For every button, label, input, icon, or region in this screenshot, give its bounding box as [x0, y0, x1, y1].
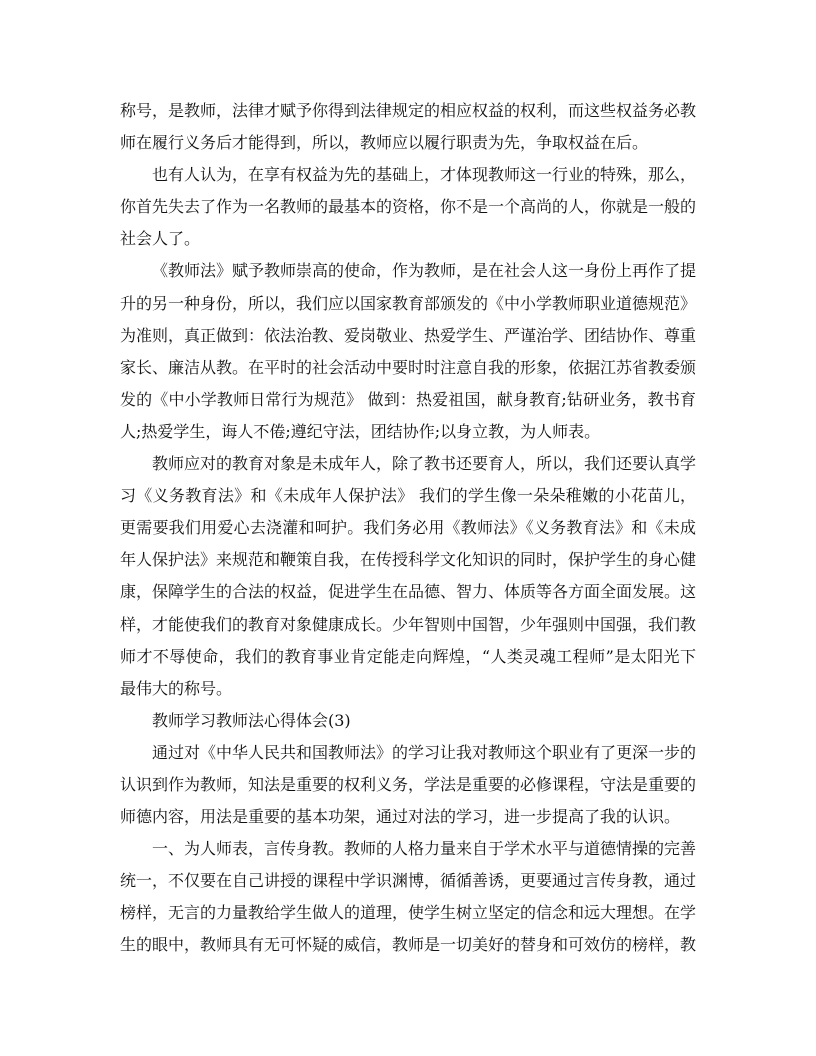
paragraph-6: 一、为人师表，言传身教。教师的人格力量来自于学术水平与道德情操的完善统一，不仅要在自己讲授的课程中学识渊博，循循善诱，更要通过言传身教，通过榜样，无言的力量教给学生做人的道理，使学生树立坚定的信念和远大理想。在学生的眼中，教师具有无可怀疑的威信，教师是一切美好的替身和可效仿的榜样，教 [120, 839, 697, 955]
paragraph-4: 教师应对的教育对象是未成年人，除了教书还要育人，所以，我们还要认真学习《义务教育法》和《未成年人保护法》 我们的学生像一朵朵稚嫩的小花苗儿，更需要我们用爱心去浇灌和呵护。我们务必用《教师法》《义务教育法》和《未成年人保护法》来规范和鞭策自我，在传授科学文化知识的同时，保护学生的身心健康，保障学生的合法的权益，促进学生在品德、智力、体质等各方面全面发展。这样，才能使我们的教育对象健康成长。少年智则中国智，少年强则中国强，我们教师才不辱使命，我们的教育事业肯定能走向辉煌，“人类灵魂工程师”是太阳光下最伟大的称号。 [120, 454, 697, 698]
paragraph-5: 通过对《中华人民共和国教师法》的学习让我对教师这个职业有了更深一步的认识到作为教师，知法是重要的权利义务，学法是重要的必修课程，守法是重要的师德内容，用法是重要的基本功架，通过对法的学习，进一步提高了我的认识。 [120, 742, 697, 827]
paragraph-3: 《教师法》赋予教师崇高的使命，作为教师，是在社会人这一身份上再作了提升的另一种身份，所以，我们应以国家教育部颁发的《中小学教师职业道德规范》为准则，真正做到：依法治教、爱岗敬业、热爱学生、严谨治学、团结协作、尊重家长、廉洁从教。在平时的社会活动中要时时注意自我的形象，依据江苏省教委颁发的《中小学教师日常行为规范》 做到：热爱祖国，献身教育;钻研业务，教书育人;热爱学生，诲人不倦;遵纪守法，团结协作;以身立教，为人师表。 [120, 261, 697, 441]
section-heading: 教师学习教师法心得体会(3) [152, 710, 351, 730]
paragraph-1: 称号，是教师，法律才赋予你得到法律规定的相应权益的权利，而这些权益务必教师在履行义务后才能得到，所以，教师应以履行职责为先，争取权益在后。 [120, 101, 697, 153]
document-page [120, 95, 696, 962]
paragraph-2: 也有人认为，在享有权益为先的基础上，才体现教师这一行业的特殊，那么，你首先失去了作为一名教师的最基本的资格，你不是一个高尚的人，你就是一般的社会人了。 [120, 165, 697, 249]
